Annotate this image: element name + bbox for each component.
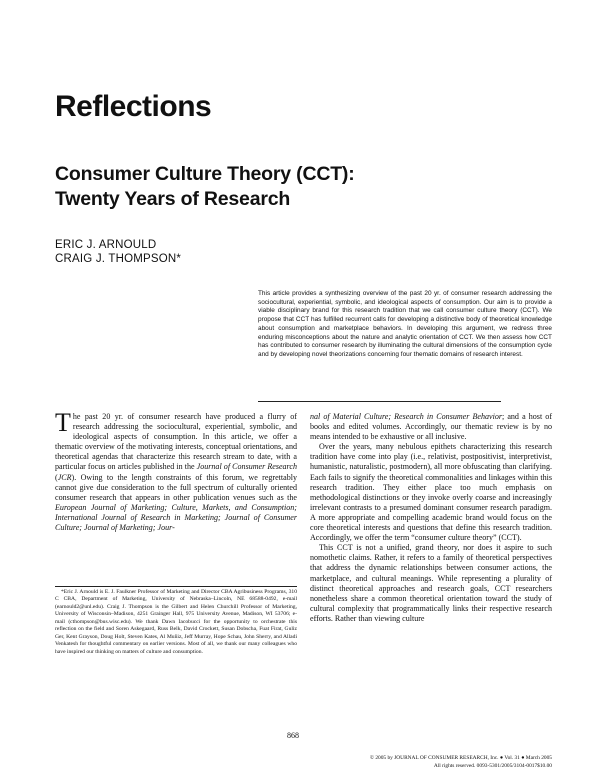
drop-cap: T [55, 408, 71, 437]
body-paragraph: nal of Material Culture; Research in Consumer Behavior; and a host of books and edited volumes. Accordingly, our thematic review is by no means intended to be exhaustive or all inclusive. [310, 412, 553, 442]
footnote-divider [55, 586, 297, 587]
body-column-right [310, 412, 552, 624]
body-column-left [55, 408, 297, 533]
abstract: This article provides a synthesizing overview of the past 20 yr. of consumer research addressing the sociocultural, experiential, symbolic, and ideological aspects of consumption. Our aim is to provide a viable disciplinary brand for this research tradition that we call consumer culture theory (CCT). We propose that CCT has fulfilled recurrent calls for developing a distinctive body of theoretical knowledge about consumption and marketplace behaviors. In developing this argument, we redress three enduring misconceptions about the nature and analytic orientation of CCT. We then assess how CCT has contributed to consumer research by illuminating the cultural dimensions of the consumption cycle and by developing novel theorizations concerning four thematic domains of research interest. [258, 290, 552, 358]
author-list [55, 238, 181, 266]
abstract-divider [258, 401, 501, 402]
author-footnote: *Eric J. Arnould is E. J. Faulkner Professor of Marketing and Director CBA Agribusiness Programs, 310 C CBA, Department of Marketing, University of Nebraska–Lincoln, NE 68588-0492, e-mail (earnould2@unl.edu). Craig J. Thompson is the Gilbert and Helen Churchill Professor of Marketing, University of Wisconsin–Madison, 4251 Grainger Hall, 975 University Avenue, Madison, WI 53706; e-mail (cthompson@bus.wisc.edu). We thank Dawn Iacobucci for the opportunity to orchestrate this reflection on the field and Soren Askegaard, Russ Belk, David Crockett, Susan Dobscha, Fuat Firat, Guliz Ger, Kent Grayson, Doug Holt, Steven Kates, Al Muñiz, Jeff Murray, Hope Schau, John Sherry, and Alladi Venkatesh for thoughtful commentary on earlier versions. Most of all, we thank our many colleagues who have inspired our thinking on matters of culture and consumption. [55, 589, 297, 655]
body-paragraph: This CCT is not a unified, grand theory, nor does it aspire to such nomothetic claims. Rather, it refers to a family of theoretical perspectives that address the dynamic relationships between consumer actions, the marketplace, and cultural meanings. While representing a plurality of distinct theoretical approaches and research goals, CCT researchers nonetheless share a common theoretical orientation toward the study of cultural complexity that programmatically links their respective research efforts. Rather than viewing culture [310, 543, 552, 623]
body-paragraph: The past 20 yr. of consumer research have produced a flurry of research addressing the sociocultural, experiential, symbolic, and ideological aspects of consumption. In this article, we offer a thematic overview of the motivating interests, conceptual orientations, and theoretical agendas that characterize this research stream to date, with a particular focus on articles published in the Journal of Consumer Research (JCR). Owing to the length constraints of this forum, we regrettably cannot give due consideration to the full spectrum of culturally oriented consumer research that appears in other publication venues such as the European Journal of Marketing; Culture, Markets, and Consumption; International Journal of Research in Marketing; Journal of Consumer Culture; Journal of Marketing; Jour- [55, 408, 297, 533]
section-label: Reflections [55, 90, 212, 123]
copyright-notice [370, 755, 552, 770]
author-name: ERIC J. ARNOULD [55, 239, 157, 251]
author-name: CRAIG J. THOMPSON* [55, 253, 182, 265]
title-line-1: Consumer Culture Theory (CCT): [55, 163, 355, 185]
copyright-line: All rights reserved. 0093-5301/2005/3104-0017$10.00 [433, 762, 552, 769]
body-paragraph: Over the years, many nebulous epithets characterizing this research tradition have come into play (i.e., relativist, postpositivist, interpretivist, humanistic, naturalistic, postmodern), all more obfuscating than clarifying. Each fails to signify the theoretical commonalities and linkages within this research tradition. They either place too much emphasis on methodological distinctions or they invoke overly coarse and increasingly irrelevant contrasts to a presumed dominant consumer research paradigm. A more appropriate and compelling academic brand would focus on the core theoretical interests and questions that define this research tradition. Accordingly, we offer the term “consumer culture theory” (CCT). [310, 442, 552, 543]
copyright-line: © 2005 by JOURNAL OF CONSUMER RESEARCH, Inc. ● Vol. 31 ● March 2005 [369, 755, 552, 761]
page-number: 868 [287, 731, 299, 740]
article-title [55, 162, 475, 212]
title-line-2: Twenty Years of Research [55, 188, 291, 210]
